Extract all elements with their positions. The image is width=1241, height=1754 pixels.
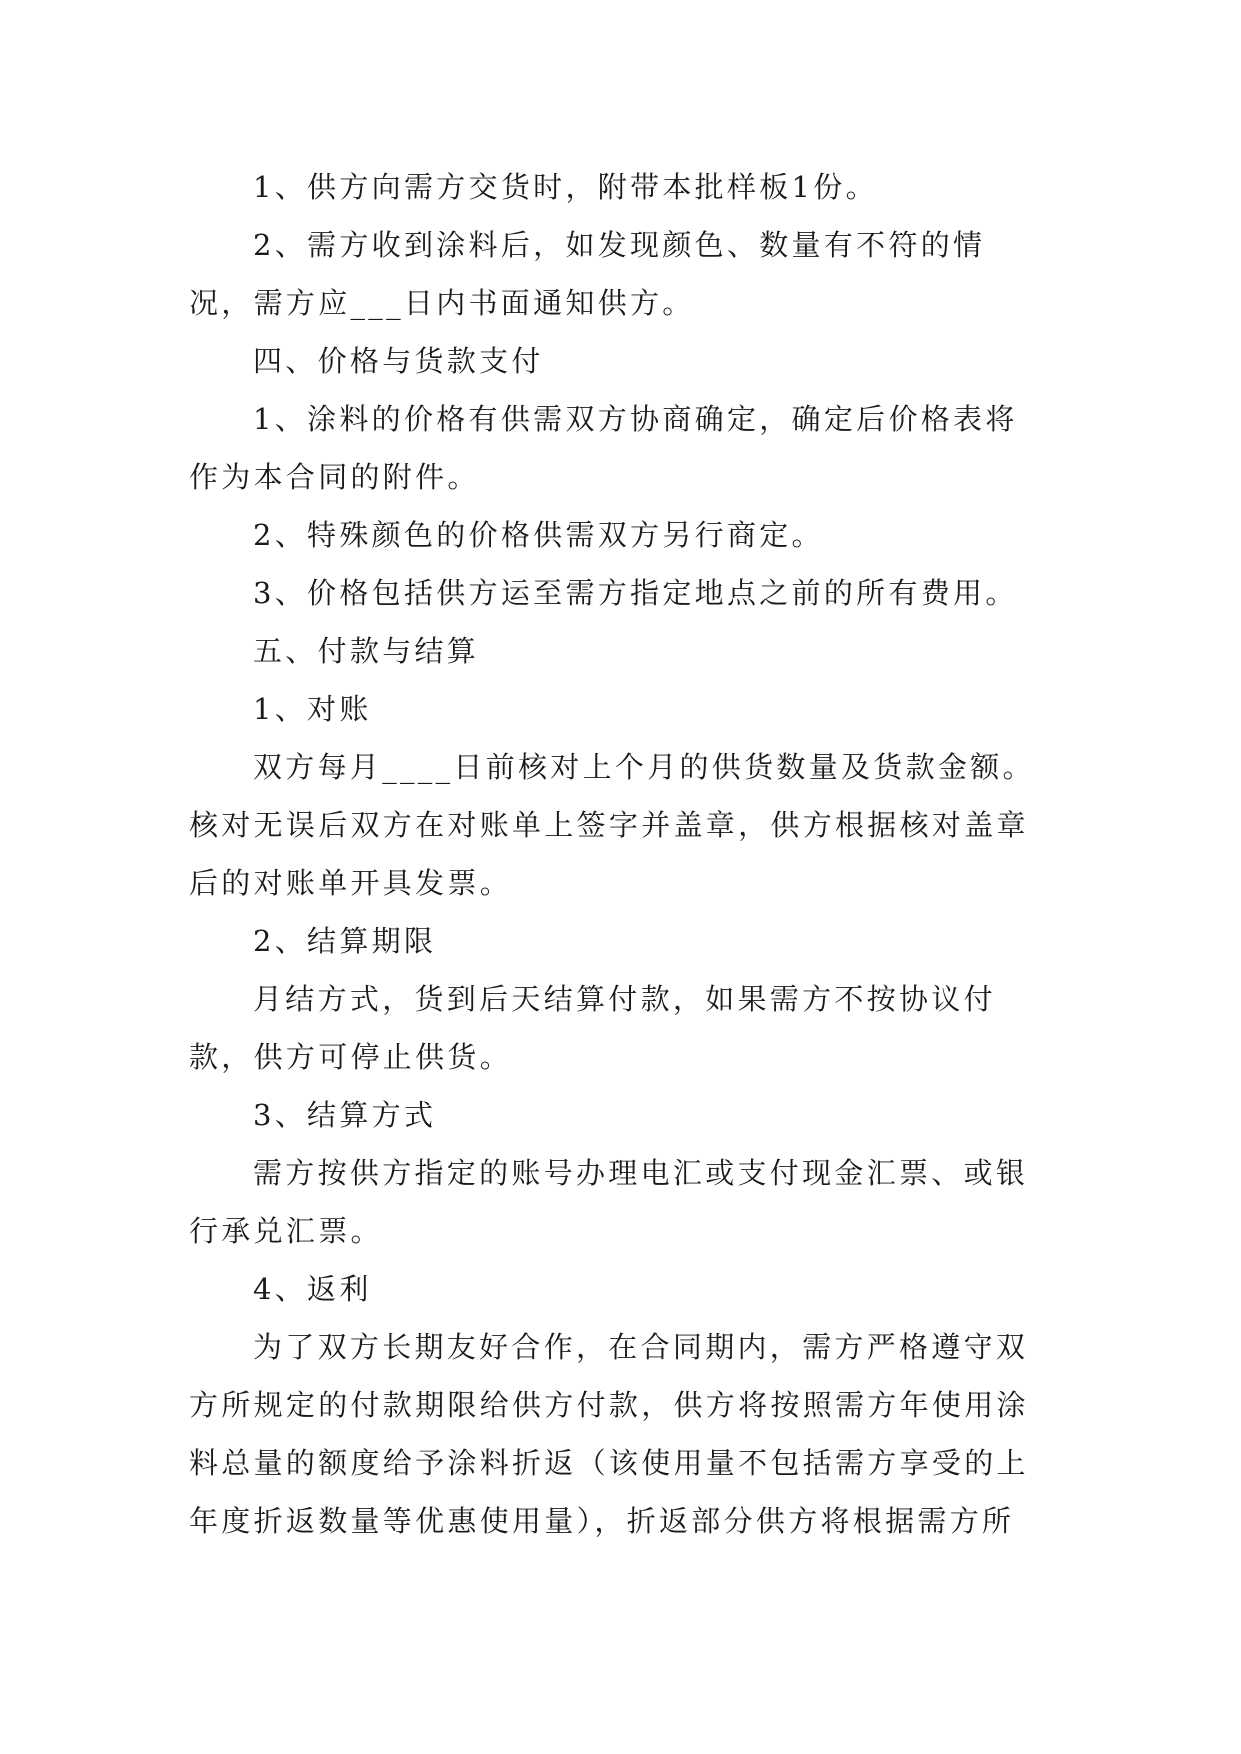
subheading-settlement-period: 2、结算期限 <box>253 924 437 958</box>
paragraph-reconciliation: 双方每月____日前核对上个月的供货数量及货款金额。核对无误后双方在对账单上签字并盖章，供方根据核对盖章后的对账单开具发票。 <box>189 750 1035 900</box>
paragraph-receipt-notice: 2、需方收到涂料后，如发现颜色、数量有不符的情况，需方应___日内书面通知供方。 <box>189 228 986 320</box>
document-body <box>189 158 1049 1550</box>
paragraph-rebate: 为了双方长期友好合作，在合同期内，需方严格遵守双方所规定的付款期限给供方付款，供方将按照需方年使用涂料总量的额度给予涂料折返（该使用量不包括需方享受的上年度折返数量等优惠使用量），折返部分供方将根据需方所 <box>189 1330 1029 1538</box>
subheading-reconciliation: 1、对账 <box>253 692 372 726</box>
section-heading-payment-settlement: 五、付款与结算 <box>253 634 480 668</box>
subheading-rebate: 4、返利 <box>253 1272 372 1306</box>
paragraph-settlement-method: 需方按供方指定的账号办理电汇或支付现金汇票、或银行承兑汇票。 <box>189 1156 1029 1248</box>
paragraph-price-includes: 3、价格包括供方运至需方指定地点之前的所有费用。 <box>253 576 1018 610</box>
paragraph-delivery-sample: 1、供方向需方交货时，附带本批样板1份。 <box>253 170 878 204</box>
paragraph-settlement-period: 月结方式，货到后天结算付款，如果需方不按协议付款，供方可停止供货。 <box>189 982 996 1074</box>
section-heading-price-payment: 四、价格与货款支付 <box>253 344 544 378</box>
paragraph-price-negotiation: 1、涂料的价格有供需双方协商确定，确定后价格表将作为本合同的附件。 <box>189 402 1018 494</box>
paragraph-special-color-price: 2、特殊颜色的价格供需双方另行商定。 <box>253 518 824 552</box>
subheading-settlement-method: 3、结算方式 <box>253 1098 437 1132</box>
